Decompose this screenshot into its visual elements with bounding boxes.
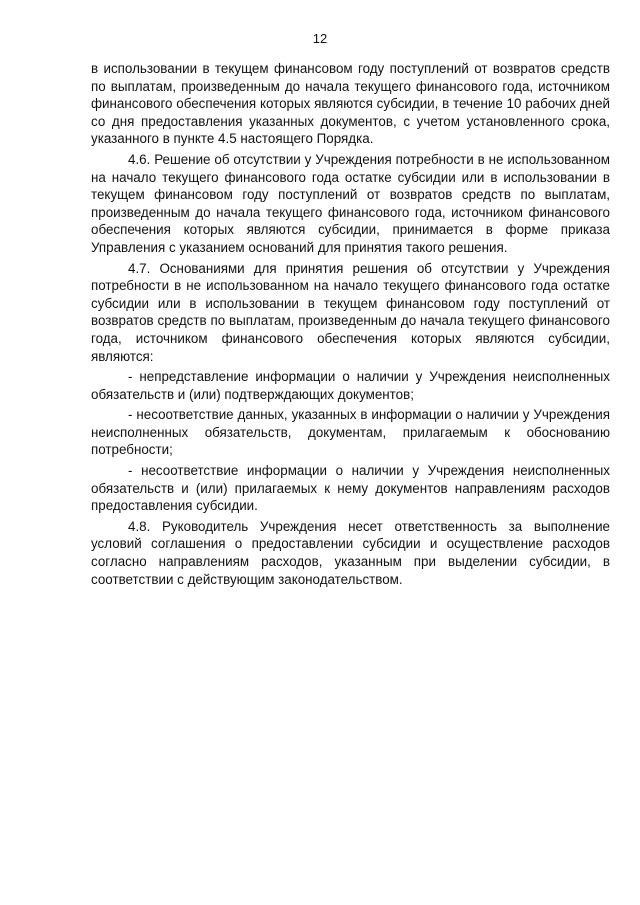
page-number: 12 <box>312 31 328 46</box>
list-item-direction-mismatch: - несоответствие информации о наличии у Учреждения неисполненных обязательств и (или) прилагаемых к нему документов направлениям расходов предоставления субсидии. <box>91 463 610 514</box>
paragraph-4-6: 4.6. Решение об отсутствии у Учреждения потребности в не использованном на начало текущего финансового года остатке субсидии или в использовании в текущем финансовом году поступлений от возвратов средств по выплатам, произведенным до начала текущего финансового года, источником финансового обеспечения которых являются субсидии, принимается в форме приказа Управления с указанием оснований для принятия такого решения. <box>91 151 610 255</box>
paragraph-4-8: 4.8. Руководитель Учреждения несет ответственность за выполнение условий соглашения о предоставлении субсидии и осуществление расходов согласно направлениям расходов, указанным при выделении субсидии, в соответствии с действующим законодательством. <box>91 518 610 587</box>
document-body <box>91 60 610 591</box>
paragraph-4-7: 4.7. Основаниями для принятия решения об отсутствии у Учреждения потребности в не использованном на начало текущего финансового года остатке субсидии или в использовании в текущем финансовом году поступлений от возвратов средств по выплатам, произведенным до начала текущего финансового года, источником финансового обеспечения которых являются субсидии, являются: <box>91 260 610 364</box>
list-item-data-mismatch: - несоответствие данных, указанных в информации о наличии у Учреждения неисполненных обязательств, документам, прилагаемым к обоснованию потребности; <box>91 407 610 458</box>
list-item-nonsubmission: - непредставление информации о наличии у Учреждения неисполненных обязательств и (или) подтверждающих документов; <box>91 369 610 402</box>
paragraph-continuation: в использовании в текущем финансовом году поступлений от возвратов средств по выплатам, произведенным до начала текущего финансового года, источником финансового обеспечения которых являются субсидии, в течение 10 рабочих дней со дня предоставления указанных документов, с учетом установленного срока, указанного в пункте 4.5 настоящего Порядка. <box>91 61 610 147</box>
